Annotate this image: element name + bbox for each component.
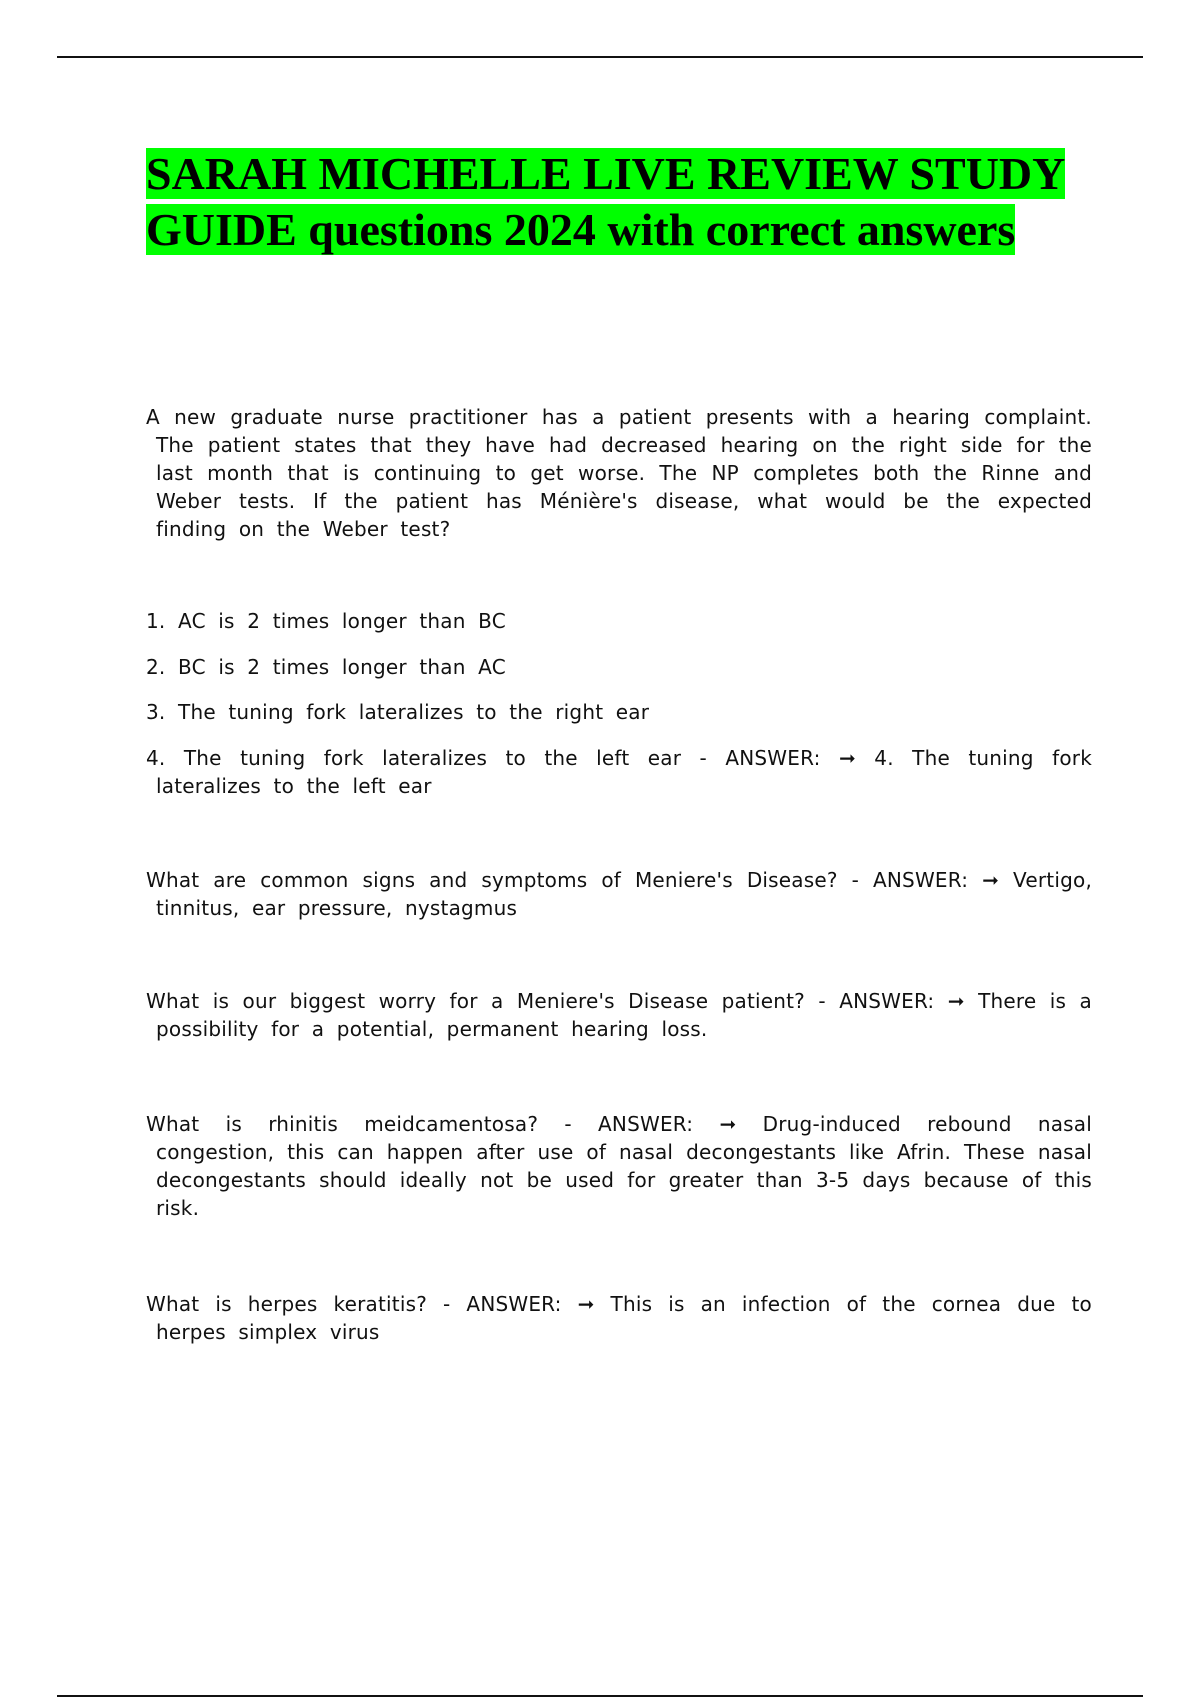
title-highlight: SARAH MICHELLE LIVE REVIEW STUDY GUIDE questions 2024 with correct answers [146, 148, 1066, 255]
question-1-option-3: 3. The tuning fork lateralizes to the right ear [146, 700, 650, 724]
question-1-option-1: 1. AC is 2 times longer than BC [146, 609, 506, 633]
question-1-option-4-answer: 4. The tuning fork lateralizes to the left ear - ANSWER: ➞ 4. The tuning fork lateralizes to the left ear [146, 746, 1092, 798]
qa-item-meniere-worry: What is our biggest worry for a Meniere's Disease patient? - ANSWER: ➞ There is a possibility for a potential, permanent hearing loss. [146, 989, 1092, 1041]
qa-item-herpes-keratitis: What is herpes keratitis? - ANSWER: ➞ This is an infection of the cornea due to herpes simplex virus [146, 1292, 1092, 1344]
document-title [146, 146, 1086, 258]
qa-item-meniere-symptoms: What are common signs and symptoms of Meniere's Disease? - ANSWER: ➞ Vertigo, tinnitus, ear pressure, nystagmus [146, 868, 1092, 920]
question-1-option-2: 2. BC is 2 times longer than AC [146, 655, 506, 679]
qa-item-rhinitis-medicamentosa: What is rhinitis meidcamentosa? - ANSWER: ➞ Drug-induced rebound nasal congestion, this can happen after use of nasal decongestants like Afrin. These nasal decongestants should ideally not be used for greater than 3-5 days because of this risk. [146, 1112, 1092, 1220]
question-1-stem: A new graduate nurse practitioner has a patient presents with a hearing complaint. The patient states that they have had decreased hearing on the right side for the last month that is continuing to get worse. The NP completes both the Rinne and Weber tests. If the patient has Ménière's disease, what would be the expected finding on the Weber test? [146, 405, 1092, 541]
bottom-rule [57, 1695, 1143, 1697]
top-rule [57, 56, 1143, 58]
